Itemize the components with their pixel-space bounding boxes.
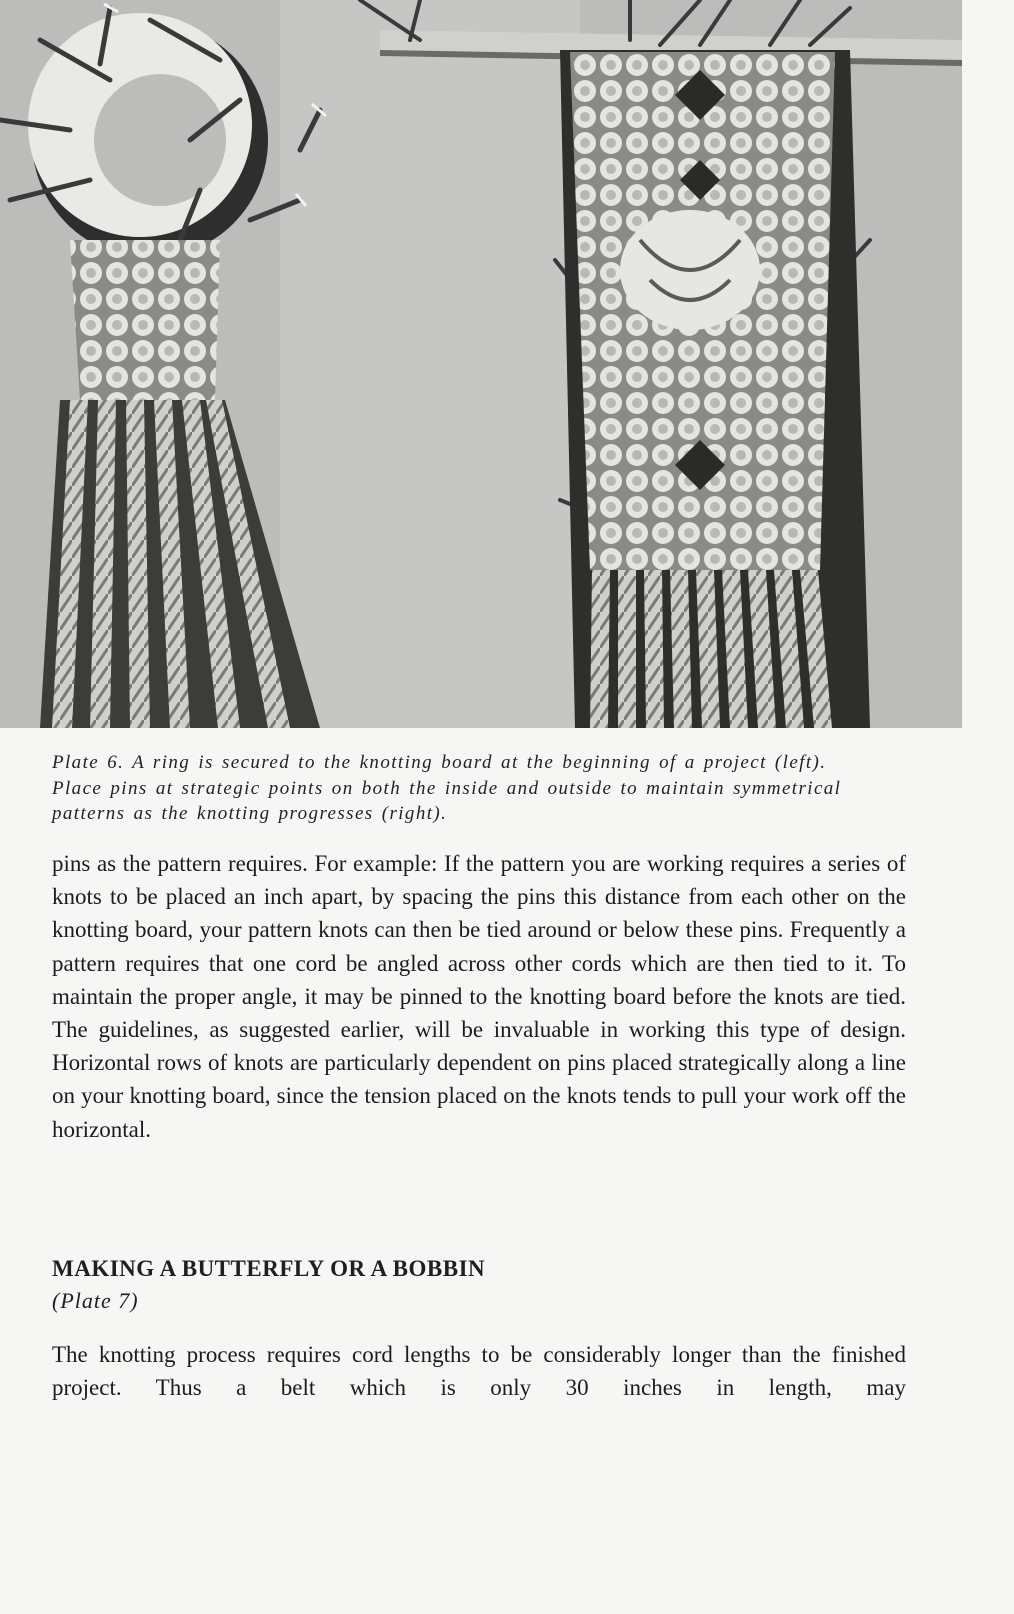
section-subheading: (Plate 7)	[52, 1288, 139, 1313]
plate-caption: Plate 6. A ring is secured to the knotting board at the beginning of a project (left). Place pins at strategic points on both the inside and outside to maintain symmetrical patterns as the knotting progresses (right).	[52, 752, 842, 824]
section-heading: MAKING A BUTTERFLY OR A BOBBIN	[52, 1256, 486, 1281]
plate-6-photo	[0, 0, 962, 728]
macrame-illustration	[0, 0, 962, 728]
body-paragraph: pins as the pattern requires. For example: If the pattern you are working requires a series of knots to be placed an inch apart, by spacing the pins this distance from each other on the knotting board, your pattern knots can then be tied around or below these pins. Frequently a pattern requires that one cord be angled across other cords which are then tied to it. To maintain the proper angle, it may be pinned to the knotting board before the knots are tied. The guidelines, as suggested earlier, will be invaluable in working this type of design. Horizontal rows of knots are particularly dependent on pins placed strategically along a line on your knotting board, since the tension placed on the knots tends to pull your work off the horizontal.	[52, 851, 906, 1142]
body-paragraph: The knotting process requires cord lengths to be considerably longer than the finished project. Thus a belt which is only 30 inches in length, may	[52, 1342, 906, 1401]
